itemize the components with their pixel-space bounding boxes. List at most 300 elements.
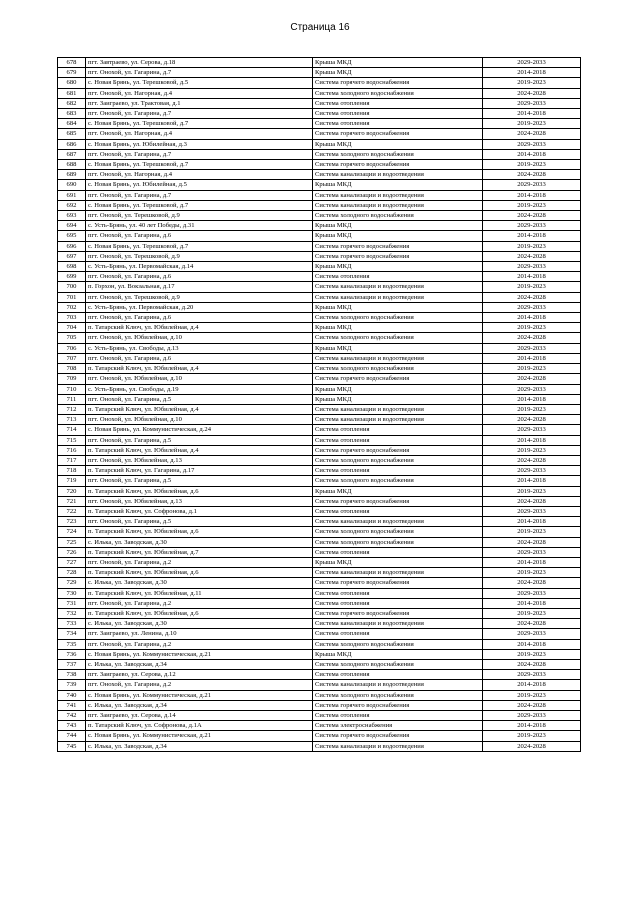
row-number: 687 bbox=[58, 149, 86, 159]
table-row bbox=[58, 486, 581, 496]
table-row bbox=[58, 517, 581, 527]
row-number: 719 bbox=[58, 476, 86, 486]
address-cell: пгт. Онохой, ул. Терешковой, д.9 bbox=[86, 251, 313, 261]
period-cell: 2019-2023 bbox=[483, 323, 581, 333]
work-type-cell: Система отопления bbox=[313, 711, 483, 721]
row-number: 730 bbox=[58, 588, 86, 598]
period-cell: 2029-2033 bbox=[483, 547, 581, 557]
row-number: 685 bbox=[58, 129, 86, 139]
period-cell: 2014-2018 bbox=[483, 68, 581, 78]
row-number: 695 bbox=[58, 231, 86, 241]
period-cell: 2014-2018 bbox=[483, 190, 581, 200]
work-type-cell: Система канализации и водоотведения bbox=[313, 619, 483, 629]
period-cell: 2014-2018 bbox=[483, 557, 581, 567]
address-cell: п. Татарский Ключ, ул. Юбилейная, д.4 bbox=[86, 445, 313, 455]
period-cell: 2019-2023 bbox=[483, 119, 581, 129]
work-type-cell: Система холодного водоснабжения bbox=[313, 690, 483, 700]
period-cell: 2019-2023 bbox=[483, 445, 581, 455]
table-row bbox=[58, 435, 581, 445]
row-number: 706 bbox=[58, 343, 86, 353]
period-cell: 2019-2023 bbox=[483, 731, 581, 741]
row-number: 717 bbox=[58, 455, 86, 465]
page-title: Страница 16 bbox=[290, 22, 350, 33]
work-type-cell: Крыша МКД bbox=[313, 302, 483, 312]
work-type-cell: Крыша МКД bbox=[313, 394, 483, 404]
address-cell: с. Новая Брянь, ул. Коммунистическая, д.24 bbox=[86, 425, 313, 435]
table-row bbox=[58, 170, 581, 180]
table-row bbox=[58, 476, 581, 486]
period-cell: 2024-2028 bbox=[483, 578, 581, 588]
period-cell: 2029-2033 bbox=[483, 221, 581, 231]
address-cell: с. Усть-Брянь, ул. 40 лет Победы, д.31 bbox=[86, 221, 313, 231]
work-type-cell: Система холодного водоснабжения bbox=[313, 659, 483, 669]
work-type-cell: Система горячего водоснабжения bbox=[313, 251, 483, 261]
period-cell: 2029-2033 bbox=[483, 506, 581, 516]
work-type-cell: Система канализации и водоотведения bbox=[313, 404, 483, 414]
row-number: 678 bbox=[58, 58, 86, 68]
work-type-cell: Крыша МКД bbox=[313, 68, 483, 78]
row-number: 699 bbox=[58, 272, 86, 282]
address-cell: пгт. Онохой, ул. Юбилейная, д.10 bbox=[86, 415, 313, 425]
row-number: 703 bbox=[58, 313, 86, 323]
row-number: 686 bbox=[58, 139, 86, 149]
row-number: 729 bbox=[58, 578, 86, 588]
table-row bbox=[58, 119, 581, 129]
row-number: 726 bbox=[58, 547, 86, 557]
address-cell: с. Илька, ул. Заводская, д.30 bbox=[86, 619, 313, 629]
table-row bbox=[58, 659, 581, 669]
work-type-cell: Система канализации и водоотведения bbox=[313, 741, 483, 751]
table-row bbox=[58, 680, 581, 690]
work-type-cell: Система канализации и водоотведения bbox=[313, 353, 483, 363]
work-type-cell: Крыша МКД bbox=[313, 649, 483, 659]
table-row bbox=[58, 547, 581, 557]
row-number: 684 bbox=[58, 119, 86, 129]
repair-schedule-table bbox=[57, 57, 581, 752]
address-cell: пгт. Онохой, ул. Гагарина, д.6 bbox=[86, 353, 313, 363]
period-cell: 2019-2023 bbox=[483, 690, 581, 700]
period-cell: 2024-2028 bbox=[483, 537, 581, 547]
row-number: 694 bbox=[58, 221, 86, 231]
row-number: 713 bbox=[58, 415, 86, 425]
row-number: 718 bbox=[58, 466, 86, 476]
address-cell: с. Новая Брянь, ул. Юбилейная, д.5 bbox=[86, 180, 313, 190]
work-type-cell: Система канализации и водоотведения bbox=[313, 170, 483, 180]
row-number: 689 bbox=[58, 170, 86, 180]
row-number: 701 bbox=[58, 292, 86, 302]
period-cell: 2014-2018 bbox=[483, 598, 581, 608]
work-type-cell: Система отопления bbox=[313, 272, 483, 282]
period-cell: 2014-2018 bbox=[483, 231, 581, 241]
work-type-cell: Система канализации и водоотведения bbox=[313, 517, 483, 527]
period-cell: 2029-2033 bbox=[483, 425, 581, 435]
table-row bbox=[58, 200, 581, 210]
period-cell: 2019-2023 bbox=[483, 364, 581, 374]
row-number: 680 bbox=[58, 78, 86, 88]
row-number: 709 bbox=[58, 374, 86, 384]
period-cell: 2029-2033 bbox=[483, 588, 581, 598]
address-cell: п. Татарский Ключ, ул. Юбилейная, д.6 bbox=[86, 608, 313, 618]
period-cell: 2014-2018 bbox=[483, 721, 581, 731]
work-type-cell: Система холодного водоснабжения bbox=[313, 149, 483, 159]
row-number: 723 bbox=[58, 517, 86, 527]
address-cell: пгт. Онохой, ул. Гагарина, д.7 bbox=[86, 190, 313, 200]
table-row bbox=[58, 129, 581, 139]
address-cell: пгт. Онохой, ул. Гагарина, д.7 bbox=[86, 68, 313, 78]
row-number: 735 bbox=[58, 639, 86, 649]
work-type-cell: Система горячего водоснабжения bbox=[313, 608, 483, 618]
period-cell: 2019-2023 bbox=[483, 160, 581, 170]
address-cell: п. Татарский Ключ, ул. Юбилейная, д.4 bbox=[86, 404, 313, 414]
work-type-cell: Система канализации и водоотведения bbox=[313, 292, 483, 302]
work-type-cell: Система канализации и водоотведения bbox=[313, 190, 483, 200]
period-cell: 2024-2028 bbox=[483, 88, 581, 98]
work-type-cell: Система отопления bbox=[313, 425, 483, 435]
table-row bbox=[58, 537, 581, 547]
work-type-cell: Система холодного водоснабжения bbox=[313, 527, 483, 537]
address-cell: пгт. Онохой, ул. Гагарина, д.2 bbox=[86, 598, 313, 608]
address-cell: п. Татарский Ключ, ул. Гагарина, д.17 bbox=[86, 466, 313, 476]
work-type-cell: Система горячего водоснабжения bbox=[313, 374, 483, 384]
row-number: 738 bbox=[58, 670, 86, 680]
address-cell: с. Усть-Брянь, ул. Свободы, д.19 bbox=[86, 384, 313, 394]
table-row bbox=[58, 649, 581, 659]
address-cell: пгт. Завтраево, ул. Серова, д.18 bbox=[86, 58, 313, 68]
table-row bbox=[58, 241, 581, 251]
row-number: 702 bbox=[58, 302, 86, 312]
address-cell: пгт. Онохой, ул. Гагарина, д.7 bbox=[86, 109, 313, 119]
row-number: 734 bbox=[58, 629, 86, 639]
period-cell: 2024-2028 bbox=[483, 129, 581, 139]
table-row bbox=[58, 302, 581, 312]
period-cell: 2019-2023 bbox=[483, 78, 581, 88]
table-row bbox=[58, 313, 581, 323]
period-cell: 2024-2028 bbox=[483, 374, 581, 384]
work-type-cell: Система электроснабжения bbox=[313, 721, 483, 731]
row-number: 728 bbox=[58, 568, 86, 578]
row-number: 727 bbox=[58, 557, 86, 567]
period-cell: 2019-2023 bbox=[483, 241, 581, 251]
address-cell: п. Горхон, ул. Вокзальная, д.17 bbox=[86, 282, 313, 292]
period-cell: 2029-2033 bbox=[483, 58, 581, 68]
address-cell: пгт. Заиграево, ул. Серова, д.12 bbox=[86, 670, 313, 680]
work-type-cell: Система канализации и водоотведения bbox=[313, 680, 483, 690]
table-row bbox=[58, 333, 581, 343]
work-type-cell: Система горячего водоснабжения bbox=[313, 129, 483, 139]
table-row bbox=[58, 262, 581, 272]
period-cell: 2019-2023 bbox=[483, 608, 581, 618]
work-type-cell: Крыша МКД bbox=[313, 58, 483, 68]
address-cell: с. Усть-Брянь, ул. Первомайская, д.20 bbox=[86, 302, 313, 312]
period-cell: 2014-2018 bbox=[483, 272, 581, 282]
address-cell: с. Илька, ул. Заводская, д.34 bbox=[86, 700, 313, 710]
work-type-cell: Система горячего водоснабжения bbox=[313, 160, 483, 170]
address-cell: пгт. Онохой, ул. Гагарина, д.7 bbox=[86, 149, 313, 159]
row-number: 745 bbox=[58, 741, 86, 751]
table-row bbox=[58, 394, 581, 404]
work-type-cell: Система отопления bbox=[313, 506, 483, 516]
row-number: 697 bbox=[58, 251, 86, 261]
table-row bbox=[58, 455, 581, 465]
work-type-cell: Крыша МКД bbox=[313, 343, 483, 353]
row-number: 722 bbox=[58, 506, 86, 516]
address-cell: с. Илька, ул. Заводская, д.30 bbox=[86, 537, 313, 547]
table-row bbox=[58, 374, 581, 384]
table-row bbox=[58, 68, 581, 78]
period-cell: 2014-2018 bbox=[483, 639, 581, 649]
address-cell: п. Татарский Ключ, ул. Юбилейная, д.4 bbox=[86, 323, 313, 333]
work-type-cell: Система горячего водоснабжения bbox=[313, 496, 483, 506]
work-type-cell: Крыша МКД bbox=[313, 557, 483, 567]
row-number: 731 bbox=[58, 598, 86, 608]
period-cell: 2014-2018 bbox=[483, 149, 581, 159]
table-row bbox=[58, 404, 581, 414]
period-cell: 2029-2033 bbox=[483, 139, 581, 149]
period-cell: 2019-2023 bbox=[483, 486, 581, 496]
table-row bbox=[58, 445, 581, 455]
address-cell: с. Новая Брянь, ул. Терешковой, д.5 bbox=[86, 78, 313, 88]
work-type-cell: Система горячего водоснабжения bbox=[313, 578, 483, 588]
table-row bbox=[58, 721, 581, 731]
table-row bbox=[58, 700, 581, 710]
period-cell: 2014-2018 bbox=[483, 353, 581, 363]
address-cell: с. Новая Брянь, ул. Терешковой, д.7 bbox=[86, 200, 313, 210]
address-cell: с. Усть-Брянь, ул. Первомайская, д.14 bbox=[86, 262, 313, 272]
address-cell: с. Новая Брянь, ул. Терешковой, д.7 bbox=[86, 241, 313, 251]
work-type-cell: Система канализации и водоотведения bbox=[313, 568, 483, 578]
work-type-cell: Система отопления bbox=[313, 670, 483, 680]
period-cell: 2024-2028 bbox=[483, 251, 581, 261]
table-row bbox=[58, 598, 581, 608]
address-cell: пгт. Онохой, ул. Гагарина, д.6 bbox=[86, 231, 313, 241]
address-cell: п. Татарский Ключ, ул. Софронова, д.1 bbox=[86, 506, 313, 516]
address-cell: пгт. Онохой, ул. Нагорная, д.4 bbox=[86, 88, 313, 98]
period-cell: 2029-2033 bbox=[483, 302, 581, 312]
row-number: 720 bbox=[58, 486, 86, 496]
table-row bbox=[58, 588, 581, 598]
address-cell: п. Татарский Ключ, ул. Юбилейная, д.7 bbox=[86, 547, 313, 557]
work-type-cell: Система холодного водоснабжения bbox=[313, 211, 483, 221]
table-row bbox=[58, 180, 581, 190]
address-cell: пгт. Заиграево, ул. Ленина, д.10 bbox=[86, 629, 313, 639]
address-cell: с. Новая Брянь, ул. Коммунистическая, д.21 bbox=[86, 731, 313, 741]
address-cell: пгт. Онохой, ул. Гагарина, д.5 bbox=[86, 476, 313, 486]
table-row bbox=[58, 364, 581, 374]
address-cell: пгт. Онохой, ул. Юбилейная, д.10 bbox=[86, 333, 313, 343]
work-type-cell: Система холодного водоснабжения bbox=[313, 313, 483, 323]
table-row bbox=[58, 578, 581, 588]
table-row bbox=[58, 231, 581, 241]
period-cell: 2014-2018 bbox=[483, 394, 581, 404]
row-number: 739 bbox=[58, 680, 86, 690]
table-row bbox=[58, 292, 581, 302]
period-cell: 2024-2028 bbox=[483, 211, 581, 221]
period-cell: 2029-2033 bbox=[483, 629, 581, 639]
period-cell: 2014-2018 bbox=[483, 313, 581, 323]
row-number: 743 bbox=[58, 721, 86, 731]
row-number: 688 bbox=[58, 160, 86, 170]
period-cell: 2019-2023 bbox=[483, 282, 581, 292]
address-cell: пгт. Онохой, ул. Терешковой, д.9 bbox=[86, 211, 313, 221]
table-row bbox=[58, 466, 581, 476]
row-number: 707 bbox=[58, 353, 86, 363]
table-row bbox=[58, 353, 581, 363]
table-row bbox=[58, 98, 581, 108]
period-cell: 2024-2028 bbox=[483, 455, 581, 465]
table-row bbox=[58, 639, 581, 649]
work-type-cell: Крыша МКД bbox=[313, 323, 483, 333]
work-type-cell: Система отопления bbox=[313, 98, 483, 108]
table-row bbox=[58, 731, 581, 741]
table-row bbox=[58, 384, 581, 394]
period-cell: 2024-2028 bbox=[483, 741, 581, 751]
work-type-cell: Крыша МКД bbox=[313, 262, 483, 272]
row-number: 700 bbox=[58, 282, 86, 292]
work-type-cell: Крыша МКД bbox=[313, 180, 483, 190]
address-cell: п. Татарский Ключ, ул. Юбилейная, д.6 bbox=[86, 527, 313, 537]
table-row bbox=[58, 608, 581, 618]
address-cell: с. Новая Брянь, ул. Терешковой, д.7 bbox=[86, 119, 313, 129]
work-type-cell: Система канализации и водоотведения bbox=[313, 282, 483, 292]
row-number: 715 bbox=[58, 435, 86, 445]
row-number: 693 bbox=[58, 211, 86, 221]
address-cell: пгт. Онохой, ул. Терешковой, д.9 bbox=[86, 292, 313, 302]
row-number: 736 bbox=[58, 649, 86, 659]
period-cell: 2019-2023 bbox=[483, 200, 581, 210]
row-number: 710 bbox=[58, 384, 86, 394]
work-type-cell: Система отопления bbox=[313, 588, 483, 598]
period-cell: 2014-2018 bbox=[483, 476, 581, 486]
work-type-cell: Система горячего водоснабжения bbox=[313, 731, 483, 741]
row-number: 679 bbox=[58, 68, 86, 78]
work-type-cell: Система горячего водоснабжения bbox=[313, 445, 483, 455]
period-cell: 2029-2033 bbox=[483, 711, 581, 721]
work-type-cell: Система отопления bbox=[313, 598, 483, 608]
row-number: 724 bbox=[58, 527, 86, 537]
work-type-cell: Система холодного водоснабжения bbox=[313, 88, 483, 98]
address-cell: пгт. Заиграево, ул. Серова, д.14 bbox=[86, 711, 313, 721]
work-type-cell: Крыша МКД bbox=[313, 139, 483, 149]
row-number: 740 bbox=[58, 690, 86, 700]
table-row bbox=[58, 343, 581, 353]
work-type-cell: Система канализации и водоотведения bbox=[313, 200, 483, 210]
work-type-cell: Крыша МКД bbox=[313, 384, 483, 394]
period-cell: 2019-2023 bbox=[483, 649, 581, 659]
work-type-cell: Система горячего водоснабжения bbox=[313, 78, 483, 88]
address-cell: пгт. Онохой, ул. Юбилейная, д.10 bbox=[86, 374, 313, 384]
table-row bbox=[58, 629, 581, 639]
table-row bbox=[58, 211, 581, 221]
row-number: 744 bbox=[58, 731, 86, 741]
address-cell: п. Татарский Ключ, ул. Софронова, д.1А bbox=[86, 721, 313, 731]
row-number: 733 bbox=[58, 619, 86, 629]
row-number: 681 bbox=[58, 88, 86, 98]
table-row bbox=[58, 670, 581, 680]
table-row bbox=[58, 496, 581, 506]
work-type-cell: Система отопления bbox=[313, 629, 483, 639]
address-cell: пгт. Онохой, ул. Гагарина, д.6 bbox=[86, 272, 313, 282]
row-number: 714 bbox=[58, 425, 86, 435]
period-cell: 2019-2023 bbox=[483, 404, 581, 414]
period-cell: 2024-2028 bbox=[483, 496, 581, 506]
work-type-cell: Система холодного водоснабжения bbox=[313, 333, 483, 343]
period-cell: 2024-2028 bbox=[483, 700, 581, 710]
row-number: 683 bbox=[58, 109, 86, 119]
period-cell: 2024-2028 bbox=[483, 170, 581, 180]
address-cell: пгт. Онохой, ул. Гагарина, д.5 bbox=[86, 394, 313, 404]
work-type-cell: Система отопления bbox=[313, 435, 483, 445]
row-number: 704 bbox=[58, 323, 86, 333]
table-row bbox=[58, 690, 581, 700]
address-cell: пгт. Онохой, ул. Юбилейная, д.13 bbox=[86, 455, 313, 465]
period-cell: 2014-2018 bbox=[483, 109, 581, 119]
row-number: 692 bbox=[58, 200, 86, 210]
address-cell: с. Илька, ул. Заводская, д.34 bbox=[86, 659, 313, 669]
period-cell: 2029-2033 bbox=[483, 466, 581, 476]
address-cell: с. Новая Брянь, ул. Коммунистическая, д.21 bbox=[86, 649, 313, 659]
period-cell: 2019-2023 bbox=[483, 527, 581, 537]
row-number: 742 bbox=[58, 711, 86, 721]
address-cell: с. Усть-Брянь, ул. Свободы, д.13 bbox=[86, 343, 313, 353]
work-type-cell: Система отопления bbox=[313, 119, 483, 129]
period-cell: 2029-2033 bbox=[483, 343, 581, 353]
work-type-cell: Система отопления bbox=[313, 547, 483, 557]
table-row bbox=[58, 741, 581, 751]
row-number: 698 bbox=[58, 262, 86, 272]
row-number: 712 bbox=[58, 404, 86, 414]
table-row bbox=[58, 506, 581, 516]
work-type-cell: Крыша МКД bbox=[313, 221, 483, 231]
table-row bbox=[58, 190, 581, 200]
row-number: 691 bbox=[58, 190, 86, 200]
row-number: 721 bbox=[58, 496, 86, 506]
table-row bbox=[58, 282, 581, 292]
address-cell: пгт. Онохой, ул. Гагарина, д.2 bbox=[86, 639, 313, 649]
period-cell: 2024-2028 bbox=[483, 619, 581, 629]
work-type-cell: Система канализации и водоотведения bbox=[313, 415, 483, 425]
table-row bbox=[58, 78, 581, 88]
address-cell: пгт. Онохой, ул. Гагарина, д.5 bbox=[86, 435, 313, 445]
address-cell: с. Новая Брянь, ул. Коммунистическая, д.21 bbox=[86, 690, 313, 700]
row-number: 732 bbox=[58, 608, 86, 618]
address-cell: п. Татарский Ключ, ул. Юбилейная, д.6 bbox=[86, 486, 313, 496]
address-cell: пгт. Онохой, ул. Нагорная, д.4 bbox=[86, 170, 313, 180]
period-cell: 2029-2033 bbox=[483, 98, 581, 108]
period-cell: 2029-2033 bbox=[483, 384, 581, 394]
work-type-cell: Система горячего водоснабжения bbox=[313, 241, 483, 251]
address-cell: пгт. Онохой, ул. Гагарина, д.6 bbox=[86, 313, 313, 323]
row-number: 690 bbox=[58, 180, 86, 190]
row-number: 708 bbox=[58, 364, 86, 374]
table-row bbox=[58, 425, 581, 435]
table-row bbox=[58, 221, 581, 231]
period-cell: 2014-2018 bbox=[483, 517, 581, 527]
row-number: 716 bbox=[58, 445, 86, 455]
period-cell: 2029-2033 bbox=[483, 180, 581, 190]
table-row bbox=[58, 58, 581, 68]
address-cell: с. Илька, ул. Заводская, д.30 bbox=[86, 578, 313, 588]
table-row bbox=[58, 527, 581, 537]
row-number: 696 bbox=[58, 241, 86, 251]
table-row bbox=[58, 160, 581, 170]
period-cell: 2024-2028 bbox=[483, 333, 581, 343]
period-cell: 2014-2018 bbox=[483, 435, 581, 445]
row-number: 741 bbox=[58, 700, 86, 710]
table-row bbox=[58, 272, 581, 282]
table-row bbox=[58, 88, 581, 98]
table-row bbox=[58, 619, 581, 629]
row-number: 725 bbox=[58, 537, 86, 547]
